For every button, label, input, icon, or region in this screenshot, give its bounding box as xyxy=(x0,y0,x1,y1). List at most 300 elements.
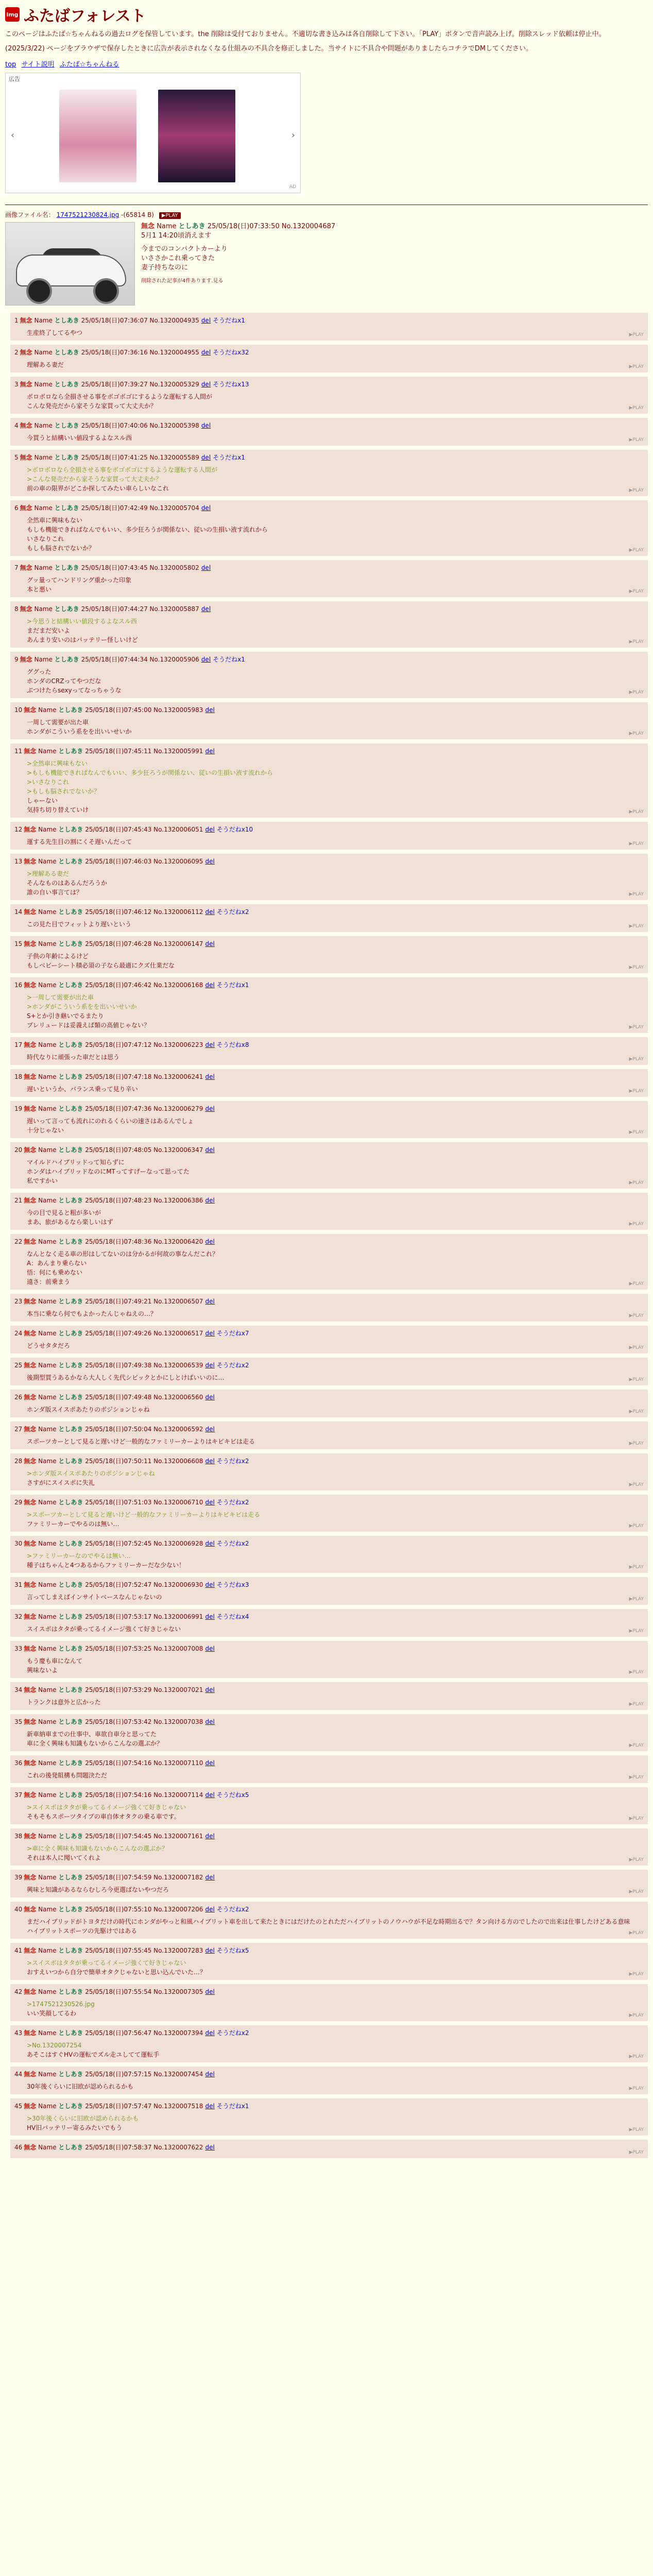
play-button[interactable]: ▶PLAY xyxy=(629,2054,644,2059)
play-button[interactable]: ▶PLAY xyxy=(629,2150,644,2155)
reply-name: としあき xyxy=(54,504,79,512)
play-button[interactable]: ▶PLAY xyxy=(629,1816,644,1821)
reply-date: 25/05/18(日)07:56:47 No.1320007394 xyxy=(85,2029,203,2037)
reply-name: としあき xyxy=(58,1645,83,1652)
reply-index: 24 xyxy=(14,1330,23,1337)
reply xyxy=(10,1326,648,1353)
reply-date: 25/05/18(日)07:54:16 No.1320007114 xyxy=(85,1791,203,1799)
delete-link[interactable]: del xyxy=(205,981,215,989)
reply-title: 無念 xyxy=(24,1947,37,1954)
reply-index: 5 xyxy=(14,454,19,461)
reply-date: 25/05/18(日)07:54:16 No.1320007110 xyxy=(85,1759,203,1767)
reply-body xyxy=(27,1405,644,1414)
reply-title: 無念 xyxy=(20,454,32,461)
reply-name-label: Name xyxy=(34,564,53,571)
carousel-next-icon[interactable]: › xyxy=(291,130,295,141)
delete-link[interactable]: del xyxy=(205,1988,215,1995)
reply-body xyxy=(27,1656,644,1675)
delete-link[interactable]: del xyxy=(205,1426,215,1433)
play-button[interactable]: ▶PLAY xyxy=(629,1565,644,1570)
delete-link[interactable]: del xyxy=(205,2029,215,2037)
reply-title: 無念 xyxy=(20,422,32,429)
delete-link[interactable]: del xyxy=(205,748,215,755)
carousel-prev-icon[interactable]: ‹ xyxy=(11,130,15,141)
reply-index: 4 xyxy=(14,422,19,429)
reply-name-label: Name xyxy=(38,981,57,989)
ad-label: 広告 xyxy=(9,76,20,82)
reply-text: おすえいつから自分で簡単オタクじゃないと思い込んでいた…？ xyxy=(27,1969,207,1976)
reply-name-label: Name xyxy=(38,1499,57,1506)
reply-index: 17 xyxy=(14,1041,23,1048)
reply xyxy=(10,977,648,1033)
reply xyxy=(10,1421,648,1449)
play-button[interactable]: ▶PLAY xyxy=(629,1222,644,1227)
reply-date: 25/05/18(日)07:53:25 No.1320007008 xyxy=(85,1645,203,1652)
reply-name-label: Name xyxy=(38,940,57,947)
play-button[interactable]: ▶PLAY xyxy=(629,809,644,815)
reply-date: 25/05/18(日)07:50:04 No.1320006592 xyxy=(85,1426,203,1433)
delete-link[interactable]: del xyxy=(205,706,215,714)
reply-body xyxy=(27,1084,644,1094)
reply-name-label: Name xyxy=(38,1073,57,1080)
reply-body xyxy=(27,1249,644,1286)
play-button[interactable]: ▶PLAY xyxy=(629,731,644,736)
reply-date: 25/05/18(日)07:36:07 No.1320004935 xyxy=(81,317,199,324)
delete-link[interactable]: del xyxy=(205,1073,215,1080)
reply-name: としあき xyxy=(58,981,83,989)
site-logo[interactable]: img xyxy=(5,7,20,22)
reply-name-label: Name xyxy=(34,656,53,663)
play-button[interactable]: ▶PLAY xyxy=(629,548,644,553)
op-expire: 5月1 14:20頃消えます xyxy=(141,232,212,240)
reply xyxy=(10,1641,648,1678)
delete-link[interactable]: del xyxy=(205,1394,215,1401)
play-button[interactable]: ▶PLAY xyxy=(629,1345,644,1350)
reply-text: さすがにスイスポに失礼 xyxy=(27,1479,95,1486)
reply-title: 無念 xyxy=(20,564,32,571)
play-button[interactable]: ▶PLAY xyxy=(629,924,644,929)
delete-link[interactable]: del xyxy=(205,1330,215,1337)
delete-link[interactable]: del xyxy=(201,422,211,429)
play-button[interactable]: ▶PLAY xyxy=(629,1972,644,1977)
reply-index: 31 xyxy=(14,1581,23,1588)
reply-body xyxy=(27,1510,644,1529)
reply-name: としあき xyxy=(54,422,79,429)
reply-name: としあき xyxy=(58,1988,83,1995)
delete-link[interactable]: del xyxy=(205,1105,215,1112)
play-button[interactable]: ▶PLAY xyxy=(629,1130,644,1135)
reply-name-label: Name xyxy=(38,1718,57,1725)
sodane-button[interactable]: そうだねx2 xyxy=(216,1458,249,1465)
reply-date: 25/05/18(日)07:44:27 No.1320005887 xyxy=(81,605,199,613)
reply-index: 46 xyxy=(14,2144,23,2151)
reply xyxy=(10,313,648,341)
reply-title: 無念 xyxy=(24,1718,37,1725)
play-button[interactable]: ▶PLAY xyxy=(629,2086,644,2091)
reply-index: 16 xyxy=(14,981,23,989)
sodane-button[interactable]: そうだねx5 xyxy=(216,1791,249,1799)
play-button[interactable]: ▶PLAY xyxy=(629,965,644,970)
reply-text: そもそもスポーツタイプの車自体オタクの乗る車です。 xyxy=(27,1813,180,1820)
nav-top-link[interactable]: top xyxy=(5,61,16,69)
play-button[interactable]: ▶PLAY xyxy=(629,1670,644,1675)
reply-name-label: Name xyxy=(38,1298,57,1305)
play-button[interactable]: ▶PLAY xyxy=(629,1409,644,1414)
reply-title: 無念 xyxy=(24,1499,37,1506)
play-button[interactable]: ▶PLAY xyxy=(629,1930,644,1936)
reply-text: そんなものはあるんだろうか 誰の自い事言ては？ xyxy=(27,879,108,896)
reply-name: としあき xyxy=(54,317,79,324)
delete-link[interactable]: del xyxy=(201,605,211,613)
reply-title: 無念 xyxy=(24,1238,37,1245)
reply-date: 25/05/18(日)07:48:36 No.1320006420 xyxy=(85,1238,203,1245)
delete-link[interactable]: del xyxy=(201,564,211,571)
reply-title: 無念 xyxy=(24,1330,37,1337)
description-line: (2025/3/22) ページをブラウザで保存したときに広告が表示されなくなる仕組みの不具合を修正しました。当サイトに不具合や問題がありましたらコチラでDMしてください。 xyxy=(5,45,532,53)
play-button[interactable]: ▶PLAY xyxy=(629,1743,644,1748)
reply-body xyxy=(27,575,644,594)
op-thumbnail[interactable] xyxy=(5,222,135,306)
reply-text: 時代なりに頑張った車だとは思う xyxy=(27,1054,120,1061)
reply-date: 25/05/18(日)07:48:23 No.1320006386 xyxy=(85,1197,203,1204)
play-button[interactable]: ▶PLAY xyxy=(629,488,644,493)
reply-name-label: Name xyxy=(38,1645,57,1652)
sodane-button[interactable]: そうだねx1 xyxy=(216,2103,249,2110)
reply-index: 40 xyxy=(14,1906,23,1913)
reply-name-label: Name xyxy=(38,1613,57,1620)
play-button[interactable]: ▶PLAY xyxy=(629,690,644,695)
reply-title: 無念 xyxy=(24,1645,37,1652)
reply xyxy=(10,450,648,496)
reply xyxy=(10,1787,648,1824)
reply-date: 25/05/18(日)07:36:16 No.1320004955 xyxy=(81,349,199,356)
reply-date: 25/05/18(日)07:46:42 No.1320006168 xyxy=(85,981,203,989)
reply-body xyxy=(27,952,644,970)
reply xyxy=(10,2025,648,2062)
reply-title: 無念 xyxy=(24,1540,37,1547)
reply-index: 27 xyxy=(14,1426,23,1433)
reply-name-label: Name xyxy=(38,826,57,833)
reply-quote: >一周して需要が出た車 >ホンダがこういう系をを出いいせいか xyxy=(27,994,137,1010)
delete-link[interactable]: del xyxy=(205,1906,215,1913)
reply-name-label: Name xyxy=(38,1105,57,1112)
reply-index: 35 xyxy=(14,1718,23,1725)
reply-name: としあき xyxy=(58,1330,83,1337)
reply-title: 無念 xyxy=(24,1073,37,1080)
delete-link[interactable]: del xyxy=(205,1238,215,1245)
reply-text: あそこはすぐHVの運転でズル走ユしてて運転手 xyxy=(27,2051,160,2058)
delete-link[interactable]: del xyxy=(205,2071,215,2078)
play-button[interactable]: ▶PLAY xyxy=(629,364,644,369)
reply-name-label: Name xyxy=(38,1759,57,1767)
delete-link[interactable]: del xyxy=(205,1499,215,1506)
delete-link[interactable]: del xyxy=(205,1581,215,1588)
reply-body xyxy=(27,1698,644,1707)
reply-date: 25/05/18(日)07:47:12 No.1320006223 xyxy=(85,1041,203,1048)
reply-body xyxy=(27,667,644,695)
reply-index: 43 xyxy=(14,2029,23,2037)
reply xyxy=(10,1358,648,1385)
delete-link[interactable]: del xyxy=(205,940,215,947)
delete-link[interactable]: del xyxy=(205,2144,215,2151)
reply xyxy=(10,500,648,556)
delete-link[interactable]: del xyxy=(205,1041,215,1048)
reply-name: としあき xyxy=(58,748,83,755)
delete-link[interactable]: del xyxy=(205,1362,215,1369)
play-button[interactable]: ▶PLAY xyxy=(629,1025,644,1030)
reply-text: 遅いって言っても流れにのれるくらいの速さはあるんでしょ 十分じゃない xyxy=(27,1117,194,1134)
reply-title: 無念 xyxy=(20,349,32,356)
op-meta xyxy=(141,222,335,231)
op-file-info xyxy=(5,210,648,219)
reply-text: スポーツカーとして見ると遅いけど一般的なファミリーカーよりはキビキビは走る xyxy=(27,1438,255,1445)
reply-name: としあき xyxy=(54,656,79,663)
op-deleted-note[interactable]: 削除された記事が4件あります.見る xyxy=(141,278,224,284)
delete-link[interactable]: del xyxy=(201,656,211,663)
delete-link[interactable]: del xyxy=(205,1645,215,1652)
reply-title: 無念 xyxy=(24,1833,37,1840)
delete-link[interactable]: del xyxy=(205,826,215,833)
reply-date: 25/05/18(日)07:57:15 No.1320007454 xyxy=(85,2071,203,2078)
reply-text: 前の車の限界がどこか探してみたい車らしいなこれ xyxy=(27,485,169,492)
reply xyxy=(10,1902,648,1939)
reply-title: 無念 xyxy=(24,1298,37,1305)
delete-link[interactable]: del xyxy=(205,1458,215,1465)
play-button[interactable]: ▶PLAY xyxy=(629,2127,644,2132)
sodane-button[interactable]: そうだねx2 xyxy=(216,1499,249,1506)
reply-title: 無念 xyxy=(20,381,32,388)
reply xyxy=(10,345,648,372)
delete-link[interactable]: del xyxy=(205,1686,215,1693)
reply-index: 25 xyxy=(14,1362,23,1369)
sodane-button[interactable]: そうだねx13 xyxy=(213,381,249,388)
reply-body xyxy=(27,1309,644,1318)
play-button[interactable]: ▶PLAY xyxy=(629,1441,644,1446)
play-button[interactable]: ▶PLAY xyxy=(629,639,644,645)
delete-link[interactable]: del xyxy=(205,1298,215,1305)
file-link[interactable]: 1747521230824.jpg xyxy=(56,211,119,218)
play-button[interactable]: ▶PLAY xyxy=(629,589,644,594)
reply xyxy=(10,1577,648,1605)
play-button[interactable]: ▶PLAY xyxy=(629,1889,644,1894)
reply-name-label: Name xyxy=(38,1362,57,1369)
reply-list xyxy=(0,313,653,2158)
reply xyxy=(10,1984,648,2021)
delete-link[interactable]: del xyxy=(205,1540,215,1547)
sodane-button[interactable]: そうだねx3 xyxy=(216,1581,249,1588)
play-button[interactable]: ▶PLAY xyxy=(629,1523,644,1529)
reply-index: 41 xyxy=(14,1947,23,1954)
play-button[interactable]: ▶PLAY xyxy=(629,2013,644,2018)
reply-date: 25/05/18(日)07:57:47 No.1320007518 xyxy=(85,2103,203,2110)
reply-body xyxy=(27,1592,644,1602)
reply xyxy=(10,904,648,932)
play-button[interactable]: ▶PLAY xyxy=(629,1482,644,1487)
reply-date: 25/05/18(日)07:43:45 No.1320005802 xyxy=(81,564,199,571)
reply-name: としあき xyxy=(58,1073,83,1080)
sodane-button[interactable]: そうだねx2 xyxy=(216,908,249,916)
play-button[interactable]: ▶PLAY xyxy=(629,1597,644,1602)
nav-about-link[interactable]: サイト説明 xyxy=(21,61,55,69)
reply-name: としあき xyxy=(58,2103,83,2110)
play-button[interactable]: ▶PLAY xyxy=(629,437,644,443)
reply-name-label: Name xyxy=(38,908,57,916)
reply-name-label: Name xyxy=(38,748,57,755)
reply-title: 無念 xyxy=(24,858,37,865)
reply-name: としあき xyxy=(58,1540,83,1547)
sodane-button[interactable]: そうだねx7 xyxy=(216,1330,249,1337)
reply-index: 36 xyxy=(14,1759,23,1767)
delete-link[interactable]: del xyxy=(201,381,211,388)
site-header xyxy=(0,0,653,205)
play-button[interactable]: ▶PLAY xyxy=(629,1775,644,1780)
nav-futaba-link[interactable]: ふたば☆ちゃんねる xyxy=(59,61,119,69)
sodane-button[interactable]: そうだねx1 xyxy=(213,317,245,324)
nav-links xyxy=(5,59,648,69)
reply-text: どうせタタだろ xyxy=(27,1342,71,1349)
reply xyxy=(10,1193,648,1230)
delete-link[interactable]: del xyxy=(205,2103,215,2110)
reply-body xyxy=(27,2041,644,2059)
reply-name: としあき xyxy=(58,706,83,714)
reply-text: 一周して需要が出た車 ホンダがこういう系をを出いいせいか xyxy=(27,719,132,735)
reply-name-label: Name xyxy=(38,2144,57,2151)
reply-date: 25/05/18(日)07:47:36 No.1320006279 xyxy=(85,1105,203,1112)
reply-name: としあき xyxy=(54,381,79,388)
reply-title: 無念 xyxy=(24,1686,37,1693)
delete-link[interactable]: del xyxy=(201,317,211,324)
sodane-button[interactable]: そうだねx5 xyxy=(216,1947,249,1954)
play-button[interactable]: ▶PLAY xyxy=(629,1180,644,1185)
delete-link[interactable]: del xyxy=(205,858,215,865)
play-button[interactable]: ▶PLAY xyxy=(159,212,181,219)
delete-link[interactable]: del xyxy=(201,349,211,356)
reply-name: としあき xyxy=(58,1791,83,1799)
reply-title: 無念 xyxy=(24,940,37,947)
delete-link[interactable]: del xyxy=(201,454,211,461)
reply-name-label: Name xyxy=(38,1833,57,1840)
delete-link[interactable]: del xyxy=(205,1759,215,1767)
reply-index: 3 xyxy=(14,381,19,388)
reply-title: 無念 xyxy=(24,2029,37,2037)
reply-body xyxy=(27,1341,644,1350)
reply xyxy=(10,2098,648,2136)
play-button[interactable]: ▶PLAY xyxy=(629,1702,644,1707)
play-button[interactable]: ▶PLAY xyxy=(629,1629,644,1634)
reply-quote: >スイスポはタタが乗ってるイメージ強くて好きじゃない xyxy=(27,1959,186,1967)
reply-text: 今買うと結構いい値段するよなスル西 xyxy=(27,434,132,442)
play-button[interactable]: ▶PLAY xyxy=(629,1857,644,1862)
play-button[interactable]: ▶PLAY xyxy=(629,1281,644,1286)
reply-title: 無念 xyxy=(24,1394,37,1401)
reply-name: としあき xyxy=(58,1426,83,1433)
play-button[interactable]: ▶PLAY xyxy=(629,1089,644,1094)
play-button[interactable]: ▶PLAY xyxy=(629,1313,644,1318)
delete-link[interactable]: del xyxy=(205,1947,215,1954)
reply-name-label: Name xyxy=(38,1238,57,1245)
sodane-button[interactable]: そうだねx1 xyxy=(216,981,249,989)
play-button[interactable]: ▶PLAY xyxy=(629,1057,644,1062)
reply xyxy=(10,652,648,698)
ad-poster-2[interactable] xyxy=(158,90,235,182)
reply-body xyxy=(27,1437,644,1446)
reply-body xyxy=(27,1958,644,1977)
reply-text: この見た目でフィットより遅いという xyxy=(27,921,132,928)
play-button[interactable]: ▶PLAY xyxy=(629,892,644,897)
reply-text: しゃーない 気持ち切り替えていけ xyxy=(27,797,89,814)
sodane-button[interactable]: そうだねx10 xyxy=(216,826,253,833)
reply-quote: >車に全く興味も知識もないからこんなの選ぶか？ xyxy=(27,1845,168,1852)
reply-title: 無念 xyxy=(24,1613,37,1620)
ad-carousel xyxy=(5,73,301,193)
reply-title: 無念 xyxy=(24,748,37,755)
reply-quote: >ファミリーカーなのでやるは無い… xyxy=(27,1552,131,1560)
reply-body xyxy=(27,328,644,337)
play-button[interactable]: ▶PLAY xyxy=(629,332,644,337)
reply-text: 種子はちゃんと4つあるからファミリーカーだな少ない！ xyxy=(27,1562,185,1569)
reply-name-label: Name xyxy=(38,1874,57,1881)
reply xyxy=(10,1870,648,1897)
reply-body xyxy=(27,1771,644,1780)
car-wheel xyxy=(93,278,119,304)
delete-link[interactable]: del xyxy=(205,1874,215,1881)
reply-name: としあき xyxy=(58,1362,83,1369)
delete-link[interactable]: del xyxy=(205,1146,215,1154)
reply-name: としあき xyxy=(58,1458,83,1465)
reply-name-label: Name xyxy=(34,349,53,356)
reply xyxy=(10,2140,648,2158)
sodane-button[interactable]: そうだねx32 xyxy=(213,349,249,356)
reply-index: 37 xyxy=(14,1791,23,1799)
reply-body xyxy=(27,759,644,815)
delete-link[interactable]: del xyxy=(205,1791,215,1799)
reply-index: 22 xyxy=(14,1238,23,1245)
reply-name-label: Name xyxy=(38,1540,57,1547)
delete-link[interactable]: del xyxy=(205,1718,215,1725)
sodane-button[interactable]: そうだねx1 xyxy=(213,454,245,461)
sodane-button[interactable]: そうだねx2 xyxy=(216,1540,249,1547)
delete-link[interactable]: del xyxy=(201,504,211,512)
reply-text: もう慶も車になんて 興味ないよ xyxy=(27,1657,83,1674)
delete-link[interactable]: del xyxy=(205,908,215,916)
reply-text: 興味と知識があるならむしろ今更選ばないやつだろ xyxy=(27,1886,169,1893)
play-button[interactable]: ▶PLAY xyxy=(629,841,644,846)
reply-date: 25/05/18(日)07:49:38 No.1320006539 xyxy=(85,1362,203,1369)
sodane-button[interactable]: そうだねx8 xyxy=(216,1041,249,1048)
reply-body xyxy=(27,1158,644,1185)
play-button[interactable]: ▶PLAY xyxy=(629,1377,644,1382)
reply-name: としあき xyxy=(58,1238,83,1245)
delete-link[interactable]: del xyxy=(205,1197,215,1204)
reply-text: ボロボロなら全損させる事をボゴボゴにするような運転する人間が こんな発売だから家そうな家買って大丈夫か？ xyxy=(27,393,213,410)
reply-text: 子供の年齢によるけど もしベビーシート積必須の子なら最適にクズ仕業だな xyxy=(27,953,175,969)
sodane-button[interactable]: そうだねx2 xyxy=(216,1906,249,1913)
reply-index: 33 xyxy=(14,1645,23,1652)
sodane-button[interactable]: そうだねx1 xyxy=(213,656,245,663)
reply xyxy=(10,1234,648,1290)
delete-link[interactable]: del xyxy=(205,1613,215,1620)
play-button[interactable]: ▶PLAY xyxy=(629,405,644,411)
ad-poster-1[interactable] xyxy=(59,90,136,182)
delete-link[interactable]: del xyxy=(205,1833,215,1840)
sodane-button[interactable]: そうだねx2 xyxy=(216,2029,249,2037)
reply-body xyxy=(27,1803,644,1821)
sodane-button[interactable]: そうだねx2 xyxy=(216,1362,249,1369)
sodane-button[interactable]: そうだねx4 xyxy=(216,1613,249,1620)
reply xyxy=(10,1294,648,1321)
reply-date: 25/05/18(日)07:53:42 No.1320007038 xyxy=(85,1718,203,1725)
reply-name: としあき xyxy=(58,826,83,833)
